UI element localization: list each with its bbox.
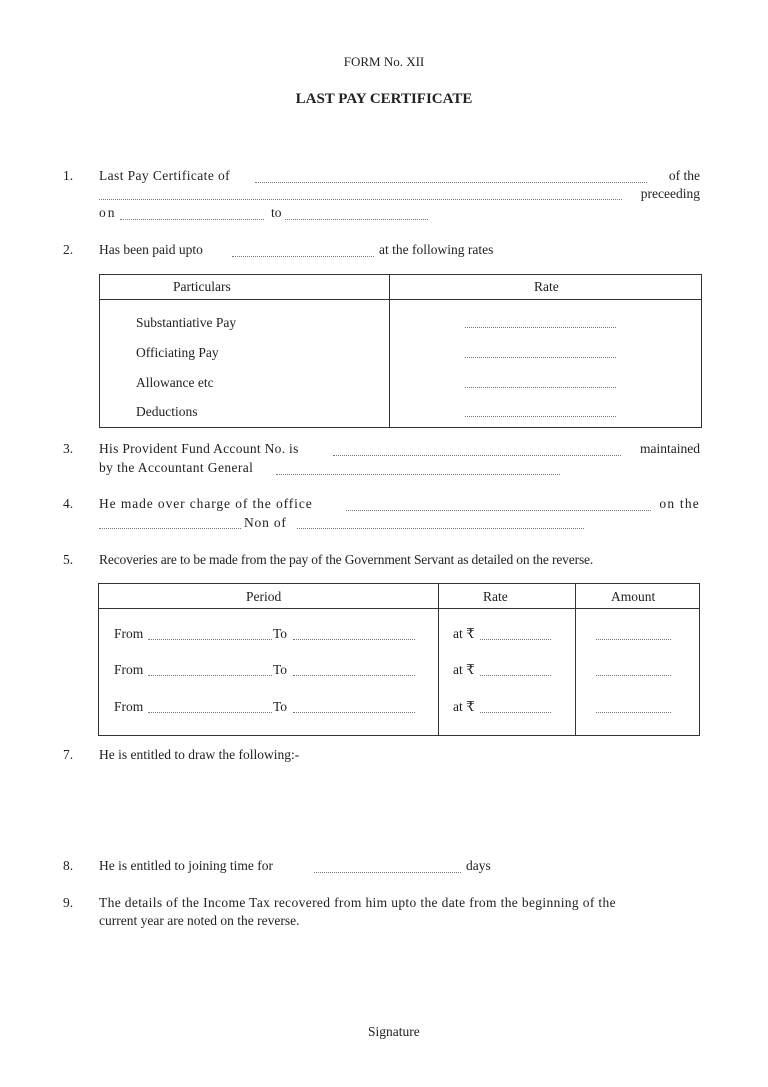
item-1-label: Last Pay Certificate of (99, 168, 231, 183)
item-7-text: He is entitled to draw the following:- (99, 747, 300, 762)
item-3-accountant-field[interactable] (276, 474, 560, 475)
item-4-office-field[interactable] (346, 510, 651, 511)
recoveries-row-2-amount-field[interactable] (596, 675, 671, 676)
item-3-number: 3. (63, 441, 74, 456)
item-1-number: 1. (63, 168, 74, 183)
item-5-number: 5. (63, 552, 74, 567)
recoveries-row-3-from-field[interactable] (148, 712, 272, 713)
item-9-line-2: current year are noted on the reverse. (99, 913, 300, 928)
item-4-label: He made over charge of the office (99, 496, 313, 511)
item-1-line2-field[interactable] (99, 199, 622, 200)
recoveries-row-2-rate-field[interactable] (480, 675, 551, 676)
recoveries-row-2-at-label: at ₹ (453, 662, 475, 677)
recoveries-row-2-from-field[interactable] (148, 675, 272, 676)
recoveries-header-period: Period (246, 589, 282, 604)
rates-row-allowance-field[interactable] (465, 387, 616, 388)
form-number: FORM No. XII (343, 54, 425, 69)
rates-table-divider (389, 274, 390, 428)
rates-row-deductions-field[interactable] (465, 416, 616, 417)
item-4-date-field[interactable] (99, 528, 241, 529)
item-1-to-label: to (271, 205, 282, 220)
item-4-on-the: on the (659, 496, 700, 511)
item-8-days: days (466, 858, 491, 873)
recoveries-table-divider-1 (438, 583, 439, 736)
rates-header-rate: Rate (534, 279, 559, 294)
recoveries-row-3-rate-field[interactable] (480, 712, 551, 713)
recoveries-table-header-rule (98, 608, 700, 609)
signature-label: Signature (368, 1024, 420, 1039)
item-1-on-field[interactable] (120, 219, 264, 220)
recoveries-row-1-to-field[interactable] (293, 639, 415, 640)
item-1-on-label: on (99, 205, 117, 220)
item-2-label: Has been paid upto (99, 242, 203, 257)
recoveries-table (98, 583, 700, 736)
rates-row-deductions: Deductions (136, 404, 198, 419)
recoveries-row-3-from-label: From (114, 699, 144, 714)
recoveries-row-1-to-label: To (273, 626, 288, 641)
item-1-name-field[interactable] (255, 182, 647, 183)
item-8-number: 8. (63, 858, 74, 873)
recoveries-row-2-to-label: To (273, 662, 288, 677)
item-9-number: 9. (63, 895, 74, 910)
rates-row-officiating-field[interactable] (465, 357, 616, 358)
item-2-upto-field[interactable] (232, 256, 374, 257)
item-5-text: Recoveries are to be made from the pay of the Government Servant as detailed on the reverse. (99, 552, 594, 567)
recoveries-row-2-to-field[interactable] (293, 675, 415, 676)
rates-row-officiating: Officiating Pay (136, 345, 219, 360)
recoveries-row-1-amount-field[interactable] (596, 639, 671, 640)
recoveries-row-2-from-label: From (114, 662, 144, 677)
item-4-non-of: Non of (244, 515, 287, 530)
item-9-line-1: The details of the Income Tax recovered from him upto the date from the beginning of the (99, 895, 616, 910)
rates-row-allowance: Allowance etc (136, 375, 214, 390)
item-8-days-field[interactable] (314, 872, 461, 873)
recoveries-row-1-rate-field[interactable] (480, 639, 551, 640)
item-3-accountant-general: by the Accountant General (99, 460, 254, 475)
recoveries-row-1-from-field[interactable] (148, 639, 272, 640)
item-3-maintained: maintained (640, 441, 700, 456)
recoveries-row-3-to-label: To (273, 699, 288, 714)
rates-table-header-rule (99, 299, 702, 300)
page-title: LAST PAY CERTIFICATE (295, 91, 473, 107)
recoveries-header-amount: Amount (611, 589, 656, 604)
item-1-to-field[interactable] (285, 219, 428, 220)
item-2-number: 2. (63, 242, 74, 257)
rates-row-substantiative-field[interactable] (465, 327, 616, 328)
recoveries-header-rate: Rate (483, 589, 508, 604)
item-7-number: 7. (63, 747, 74, 762)
item-3-account-field[interactable] (333, 455, 621, 456)
rates-header-particulars: Particulars (173, 279, 231, 294)
recoveries-row-1-from-label: From (114, 626, 144, 641)
rates-row-substantiative: Substantiative Pay (136, 315, 237, 330)
item-1-of-the: of the (668, 168, 700, 183)
item-8-label: He is entitled to joining time for (99, 858, 273, 873)
item-4-number: 4. (63, 496, 74, 511)
item-3-label: His Provident Fund Account No. is (99, 441, 299, 456)
recoveries-row-3-to-field[interactable] (293, 712, 415, 713)
item-4-non-of-field[interactable] (297, 528, 584, 529)
recoveries-row-3-at-label: at ₹ (453, 699, 475, 714)
item-1-preceeding: preceeding (640, 186, 700, 201)
recoveries-table-divider-2 (575, 583, 576, 736)
recoveries-row-1-at-label: at ₹ (453, 626, 475, 641)
item-2-following-rates: at the following rates (379, 242, 494, 257)
recoveries-row-3-amount-field[interactable] (596, 712, 671, 713)
